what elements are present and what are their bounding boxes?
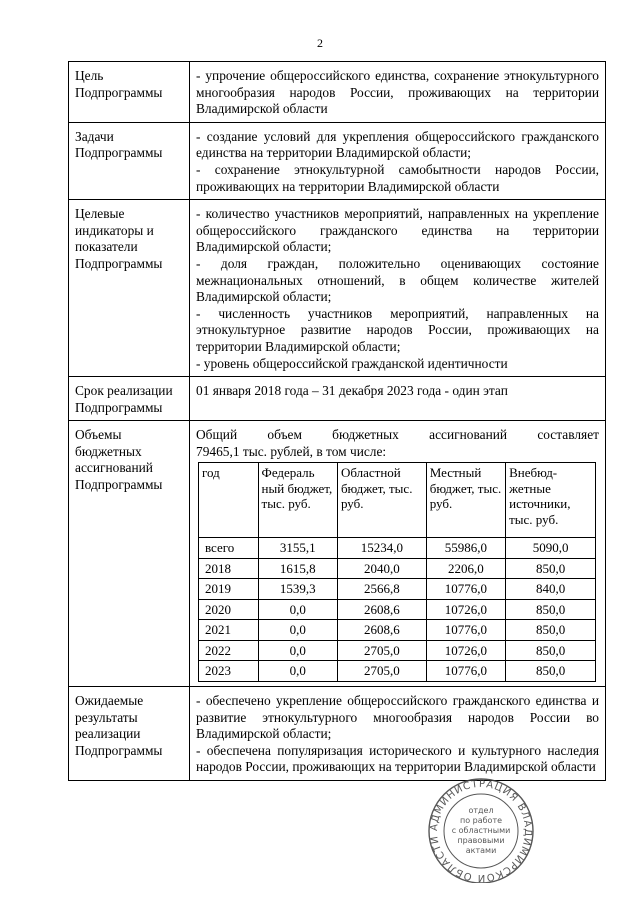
header-regional: Областной бюджет, тыс. руб. xyxy=(337,463,426,538)
header-local: Местный бюджет, тыс. руб. xyxy=(426,463,505,538)
goal-label: Цель Подпрограммы xyxy=(69,62,190,123)
funding-table xyxy=(198,462,596,682)
funding-label: Объемы бюджетных ассигнований Подпрограммы xyxy=(69,421,190,687)
funding-row xyxy=(69,421,606,687)
funding-value-cell: 55986,0 xyxy=(426,538,505,559)
funding-value-cell: 2566,8 xyxy=(337,579,426,600)
indicator-item: - доля граждан, положительно оценивающих состояние межнациональных отношений, в общем количестве жителей Владимирской области; xyxy=(196,255,599,305)
funding-table-row xyxy=(199,640,596,661)
funding-year-cell: 2023 xyxy=(199,661,259,682)
tasks-item: - создание условий для укрепления общероссийского гражданского единства на территории Владимирской области; xyxy=(196,128,599,161)
funding-value-cell: 10776,0 xyxy=(426,620,505,641)
official-seal-stamp xyxy=(408,775,554,883)
indicators-content xyxy=(190,200,606,377)
funding-value-cell: 1615,8 xyxy=(258,558,337,579)
funding-year-cell: 2019 xyxy=(199,579,259,600)
funding-table-row xyxy=(199,599,596,620)
funding-value-cell: 850,0 xyxy=(506,558,596,579)
tasks-label: Задачи Подпрограммы xyxy=(69,122,190,199)
results-label: Ожидаемые результаты реализации Подпрограммы xyxy=(69,686,190,780)
indicator-item: - количество участников мероприятий, направленных на укрепление общероссийского гражданского единства на территории Владимирской области; xyxy=(196,206,599,255)
term-content: 01 января 2018 года – 31 декабря 2023 года - один этап xyxy=(190,377,606,421)
funding-year-cell: 2022 xyxy=(199,640,259,661)
header-year: год xyxy=(199,463,259,538)
funding-value-cell: 0,0 xyxy=(258,599,337,620)
funding-value-cell: 840,0 xyxy=(506,579,596,600)
funding-value-cell: 2040,0 xyxy=(337,558,426,579)
subprogram-passport-table xyxy=(68,61,606,781)
seal-center-line: с областными xyxy=(451,826,511,835)
seal-center-line: по работе xyxy=(459,816,503,825)
funding-value-cell: 3155,1 xyxy=(258,538,337,559)
funding-value-cell: 2206,0 xyxy=(426,558,505,579)
funding-table-row xyxy=(199,538,596,559)
term-row xyxy=(69,377,606,421)
goal-item: - упрочение общероссийского единства, сохранение этнокультурного многообразия народов России, проживающих на территории Владимирской области xyxy=(196,68,599,117)
seal-center-line: актами xyxy=(465,846,497,855)
funding-value-cell: 10726,0 xyxy=(426,599,505,620)
funding-value-cell: 0,0 xyxy=(258,640,337,661)
funding-value-cell: 850,0 xyxy=(506,640,596,661)
results-content xyxy=(190,686,606,780)
tasks-content xyxy=(190,122,606,199)
funding-value-cell: 2608,6 xyxy=(337,620,426,641)
page-number: 2 xyxy=(317,36,323,50)
funding-value-cell: 10726,0 xyxy=(426,640,505,661)
header-federal: Федераль ный бюджет, тыс. руб. xyxy=(258,463,337,538)
tasks-item: - сохранение этнокультурной самобытности народов России, проживающих на территории Владимирской области xyxy=(196,161,599,194)
funding-table-body xyxy=(199,538,596,682)
funding-year-cell: всего xyxy=(199,538,259,559)
funding-value-cell: 2705,0 xyxy=(337,661,426,682)
funding-year-cell: 2018 xyxy=(199,558,259,579)
funding-header-row xyxy=(199,463,596,538)
tasks-row xyxy=(69,122,606,199)
term-label: Срок реализации Подпрограммы xyxy=(69,377,190,421)
funding-table-row xyxy=(199,558,596,579)
funding-value-cell: 1539,3 xyxy=(258,579,337,600)
funding-value-cell: 2705,0 xyxy=(337,640,426,661)
funding-value-cell: 0,0 xyxy=(258,661,337,682)
seal-center-line: отдел xyxy=(468,806,494,815)
seal-center-line: правовыми xyxy=(457,836,505,845)
results-item: - обеспечено укрепление общероссийского гражданского единства и развитие этнокультурного многообразия народов России во Владимирской области; xyxy=(196,692,599,742)
funding-value-cell: 850,0 xyxy=(506,599,596,620)
funding-value-cell: 850,0 xyxy=(506,661,596,682)
funding-table-row xyxy=(199,579,596,600)
funding-value-cell: 15234,0 xyxy=(337,538,426,559)
funding-value-cell: 10776,0 xyxy=(426,579,505,600)
indicators-row xyxy=(69,200,606,377)
results-row xyxy=(69,686,606,780)
funding-intro-line: Общий объем бюджетных ассигнований составляет xyxy=(196,427,599,443)
goal-content xyxy=(190,62,606,123)
funding-table-row xyxy=(199,620,596,641)
indicator-item: - уровень общероссийской гражданской идентичности xyxy=(196,355,508,371)
funding-value-cell: 10776,0 xyxy=(426,661,505,682)
funding-value-cell: 2608,6 xyxy=(337,599,426,620)
funding-year-cell: 2020 xyxy=(199,599,259,620)
funding-table-row xyxy=(199,661,596,682)
indicators-label: Целевые индикаторы и показатели Подпрограммы xyxy=(69,200,190,377)
results-item: - обеспечена популяризация исторического и культурного наследия народов России, проживающих на территории Владимирской области xyxy=(196,742,599,775)
funding-value-cell: 5090,0 xyxy=(506,538,596,559)
funding-value-cell: 850,0 xyxy=(506,620,596,641)
funding-year-cell: 2021 xyxy=(199,620,259,641)
goal-row xyxy=(69,62,606,123)
seal-ring-text: АДМИНИСТРАЦИЯ ВЛАДИМИРСКОЙ ОБЛАСТИ xyxy=(428,778,534,883)
header-extrabudget: Внебюд-жетные источники, тыс. руб. xyxy=(506,463,596,538)
funding-intro-line: 79465,1 тыс. рублей, в том числе: xyxy=(196,443,387,459)
funding-value-cell: 0,0 xyxy=(258,620,337,641)
funding-content xyxy=(190,421,606,687)
indicator-item: - численность участников мероприятий, направленных на этнокультурное развитие народов России, проживающих на территории Владимирской области; xyxy=(196,305,599,354)
